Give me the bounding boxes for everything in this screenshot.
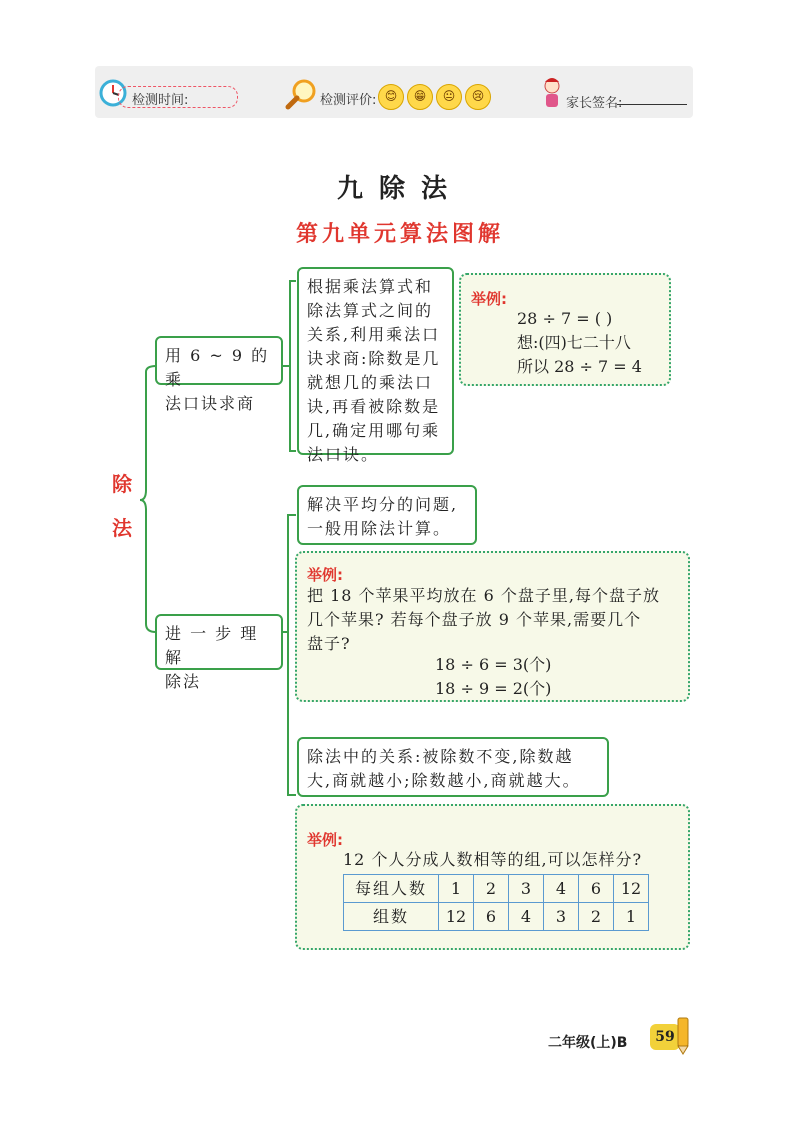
table-cell: 1 — [439, 875, 474, 903]
table-row — [344, 903, 649, 931]
root-char-2: 法 — [112, 516, 132, 540]
table-cell: 1 — [614, 903, 649, 931]
table-row — [344, 875, 649, 903]
cry-face-icon[interactable]: 😢 — [465, 84, 491, 110]
example-label: 举例: — [307, 566, 343, 584]
table-cell: 12 — [614, 875, 649, 903]
branch2-example-1 — [295, 551, 690, 702]
smile-face-icon[interactable]: 😊 — [378, 84, 404, 110]
example-label: 举例: — [307, 831, 343, 849]
rating-label: 检测评价: — [320, 93, 377, 108]
branch2-description-2: 除法中的关系:被除数不变,除数越 大,商就越小;除数越小,商就越大。 — [297, 737, 609, 797]
table-cell: 3 — [509, 875, 544, 903]
table-cell: 12 — [439, 903, 474, 931]
table-cell: 2 — [474, 875, 509, 903]
branch2-description-1: 解决平均分的问题, 一般用除法计算。 — [297, 485, 477, 545]
time-label: 检测时间: — [132, 93, 189, 108]
grade-label: 二年级(上)B — [548, 1035, 628, 1051]
table-cell: 4 — [509, 903, 544, 931]
example-question: 12 个人分成人数相等的组,可以怎样分? — [343, 850, 643, 869]
pencil-icon — [672, 1014, 694, 1056]
branch2-example-2 — [295, 804, 690, 950]
example-lines: 28 ÷ 7 = ( ) 想:(四)七二十八 所以 28 ÷ 7 = 4 — [517, 309, 642, 376]
table-cell: 2 — [579, 903, 614, 931]
parent-sign-label: 家长签名: — [566, 96, 623, 111]
table-cell: 6 — [474, 903, 509, 931]
table-cell: 3 — [544, 903, 579, 931]
branch1-example — [459, 273, 671, 386]
table-cell: 6 — [579, 875, 614, 903]
example-question: 把 18 个苹果平均放在 6 个盘子里,每个盘子放 几个苹果? 若每个盘子放 9 个苹果,需要几个 盘子? — [307, 586, 660, 653]
neutral-face-icon[interactable]: 😐 — [436, 84, 462, 110]
root-char-1: 除 — [112, 472, 132, 496]
branch2-label: 进 一 步 理 解 除法 — [155, 614, 283, 670]
example-equations: 18 ÷ 6 = 3(个) 18 ÷ 9 = 2(个) — [435, 655, 552, 698]
grin-face-icon[interactable]: 😁 — [407, 84, 433, 110]
branch1-description: 根据乘法算式和 除法算式之间的 关系,利用乘法口 诀求商:除数是几 就想几的乘法口 诀,再看被除数是 几,确定用哪句乘 法口诀。 — [297, 267, 454, 455]
page-subtitle: 第九单元算法图解 — [295, 221, 504, 247]
table-header-cell: 组数 — [344, 903, 439, 931]
table-header-cell: 每组人数 — [344, 875, 439, 903]
page-title: 九除法 — [336, 174, 463, 204]
example-label: 举例: — [471, 290, 507, 308]
page-number: 59 — [650, 1024, 680, 1050]
table-cell: 4 — [544, 875, 579, 903]
grouping-table — [343, 874, 649, 931]
branch1-label: 用 6 ~ 9 的乘 法口诀求商 — [155, 336, 283, 385]
